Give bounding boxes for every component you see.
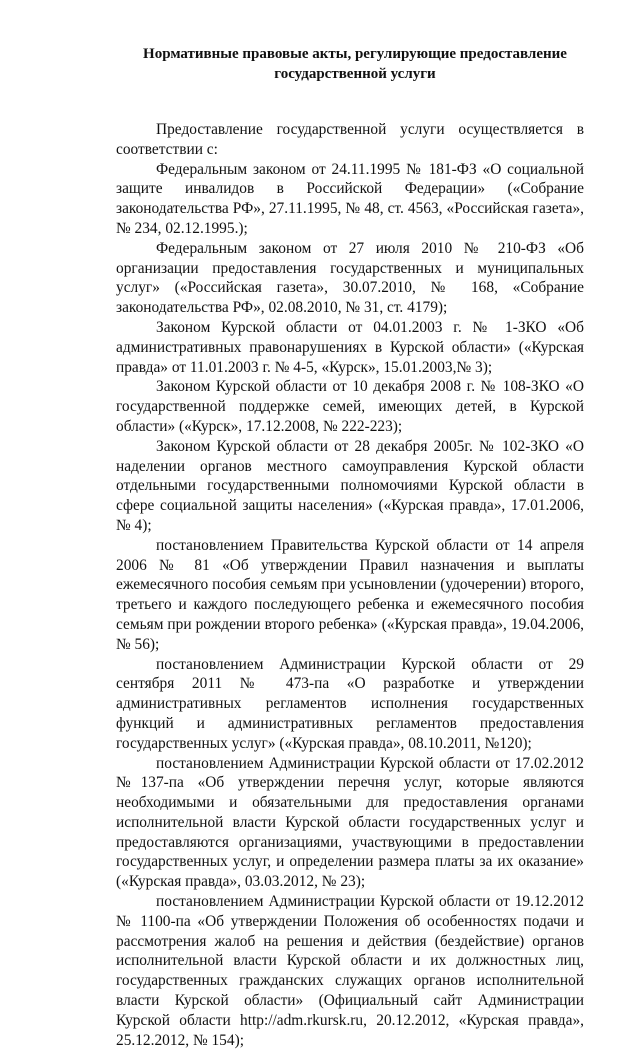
paragraph-resolution-473: постановлением Администрации Курской области от 29 сентября 2011 № 473-па «О разработке и утверждении административных регламентов исполнения государственных функций и административных регламентов предоставления государственных услуг» («Курская правда», 08.10.2011, №120); xyxy=(116,655,584,752)
paragraph-kursk-law-1: Законом Курской области от 04.01.2003 г. № 1-ЗКО «Об административных правонарушениях в Курской области» («Курская правда» от 11.01.2003 г. № 4-5, «Курск», 15.01.2003,№ 3); xyxy=(116,318,584,376)
document-body xyxy=(116,120,584,1050)
paragraph-resolution-1100: постановлением Администрации Курской области от 19.12.2012 № 1100-па «Об утверждении Положения об особенностях подачи и рассмотрения жалоб на решения и действия (бездействие) органов исполнительной власти Курской области и их должностных лиц, государственных гражданских служащих органов исполнительной власти Курской области» (Официальный сайт Администрации Курской области http://adm.rkursk.ru, 20.12.2012, «Курская правда», 25.12.2012, № 154); xyxy=(116,893,584,1049)
document-title xyxy=(116,44,584,84)
paragraph-federal-law-181: Федеральным законом от 24.11.1995 № 181-ФЗ «О социальной защите инвалидов в Российской Федерации» («Собрание законодательства РФ», 27.11.1995, № 48, ст. 4563, «Российская газета», № 234, 02.12.1995.); xyxy=(116,160,584,237)
title-line-2: государственной услуги xyxy=(274,66,436,82)
paragraph-intro: Предоставление государственной услуги осуществляется в соответствии с: xyxy=(116,121,584,158)
paragraph-federal-law-210: Федеральным законом от 27 июля 2010 № 210-ФЗ «Об организации предоставления государственных и муниципальных услуг» («Российская газета», 30.07.2010, № 168, «Собрание законодательства РФ», 02.08.2010, № 31, ст. 4179); xyxy=(116,239,584,317)
title-line-1: Нормативные правовые акты, регулирующие предоставление xyxy=(143,46,567,62)
paragraph-kursk-law-102: Законом Курской области от 28 декабря 2005г. № 102-ЗКО «О наделении органов местного самоуправления Курской области отдельными государственными полномочиями Курской области в сфере социальной защиты населения» («Курская правда», 17.01.2006, № 4); xyxy=(116,437,584,534)
paragraph-kursk-law-108: Законом Курской области от 10 декабря 2008 г. № 108-ЗКО «О государственной поддержке семей, имеющих детей, в Курской области» («Курск», 17.12.2008, № 222-223); xyxy=(116,378,584,435)
paragraph-resolution-137: постановлением Администрации Курской области от 17.02.2012 №137-па «Об утверждении перечня услуг, которые являются необходимыми и обязательными для предоставления органами исполнительной власти Курской области государственных услуг и предоставляются организациями, участвующими в предоставлении государственных услуг, и определении размера платы за их оказание» («Курская правда», 03.03.2012, № 23); xyxy=(116,754,584,891)
paragraph-resolution-81: постановлением Правительства Курской области от 14 апреля 2006 № 81 «Об утверждении Правил назначения и выплаты ежемесячного пособия семьям при усыновлении (удочерении) второго, третьего и каждого последующего ребенка и ежемесячного пособия семьям при рождении второго ребенка» («Курская правда», 19.04.2006, № 56); xyxy=(116,536,584,653)
